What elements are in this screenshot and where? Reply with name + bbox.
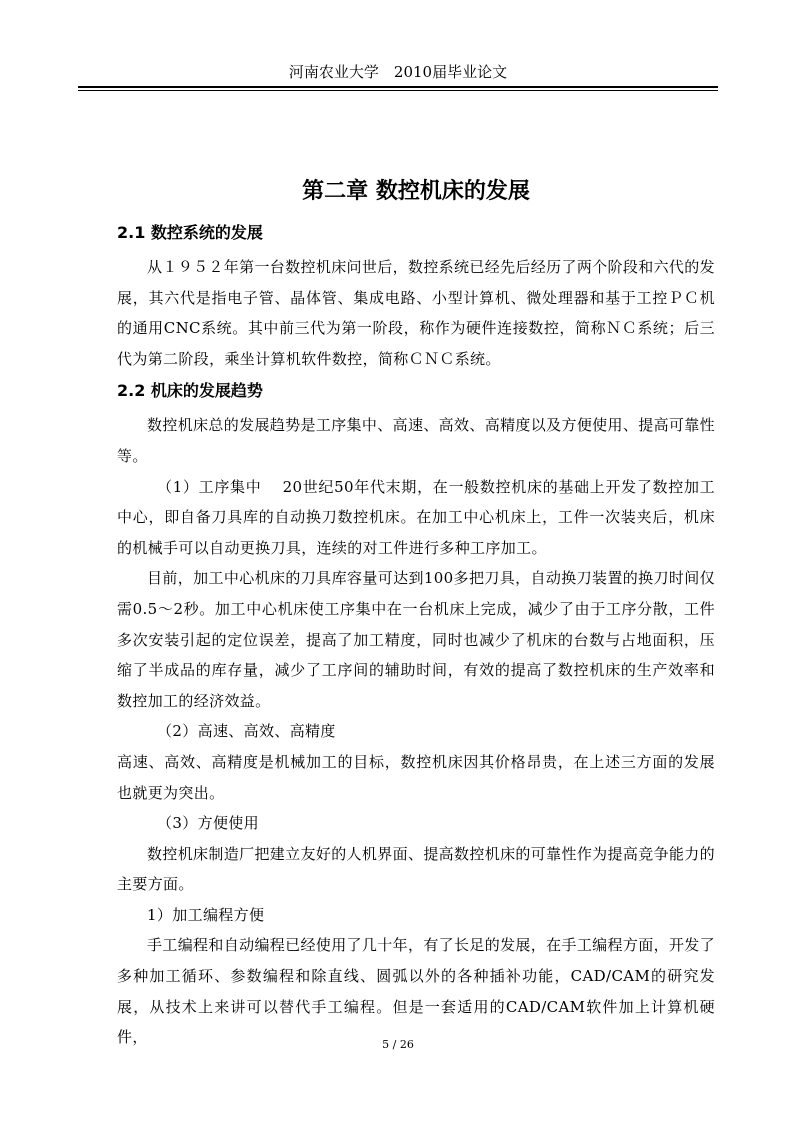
paragraph: 从１９５２年第一台数控机床问世后，数控系统已经先后经历了两个阶段和六代的发展，其六代是指电子管、晶体管、集成电路、小型计算机、微处理器和基于工控ＰＣ机的通用CNC系统。其中前三代为第一阶段，称作为硬件连接数控，简称ＮＣ系统；后三代为第二阶段，乘坐计算机软件数控，简称ＣＮＣ系统。 xyxy=(117,258,715,368)
list-heading: （3）方便使用 xyxy=(157,814,259,833)
chapter-title: 第二章 数控机床的发展 xyxy=(302,179,530,204)
paragraph: （1）工序集中 20世纪50年代末期，在一般数控机床的基础上开发了数控加工中心，即自备刀具库的自动换刀数控机床。在加工中心机床上，工件一次装夹后，机床的机械手可以自动更换刀具，连续的对工件进行多种工序加工。 xyxy=(117,477,715,557)
page-header: 河南农业大学 2010届毕业论文 xyxy=(288,63,508,81)
page-body xyxy=(117,172,715,1053)
list-heading: （2）高速、高效、高精度 xyxy=(157,722,336,741)
header-rule-thin xyxy=(78,90,718,91)
list-heading: 1）加工编程方便 xyxy=(147,905,265,924)
section-title-2-1: 2.1 数控系统的发展 xyxy=(117,223,263,242)
paragraph: 数控机床制造厂把建立友好的人机界面、提高数控机床的可靠性作为提高竞争能力的主要方面。 xyxy=(117,844,715,894)
header-rule-thick xyxy=(78,86,718,88)
paragraph: 手工编程和自动编程已经使用了几十年，有了长足的发展，在手工编程方面，开发了多种加工循环、参数编程和除直线、圆弧以外的各种插补功能，CAD/CAM的研究发展，从技术上来讲可以替代手工编程。但是一套适用的CAD/CAM软件加上计算机硬件， xyxy=(117,936,715,1047)
paragraph: 目前，加工中心机床的刀具库容量可达到100多把刀具，自动换刀装置的换刀时间仅需0.5～2秒。加工中心机床使工序集中在一台机床上完成，减少了由于工序分散，工件多次安装引起的定位误差，提高了加工精度，同时也减少了机床的台数与占地面积，压缩了半成品的库存量，减少了工序间的辅助时间，有效的提高了数控机床的生产效率和数控加工的经济效益。 xyxy=(117,569,715,710)
page-number: 5 / 26 xyxy=(382,1038,414,1051)
paragraph: 高速、高效、高精度是机械加工的目标，数控机床因其价格昂贵，在上述三方面的发展也就更为突出。 xyxy=(117,752,715,802)
section-title-2-2: 2.2 机床的发展趋势 xyxy=(117,381,263,401)
paragraph: 数控机床总的发展趋势是工序集中、高速、高效、高精度以及方便使用、提高可靠性等。 xyxy=(117,416,715,465)
